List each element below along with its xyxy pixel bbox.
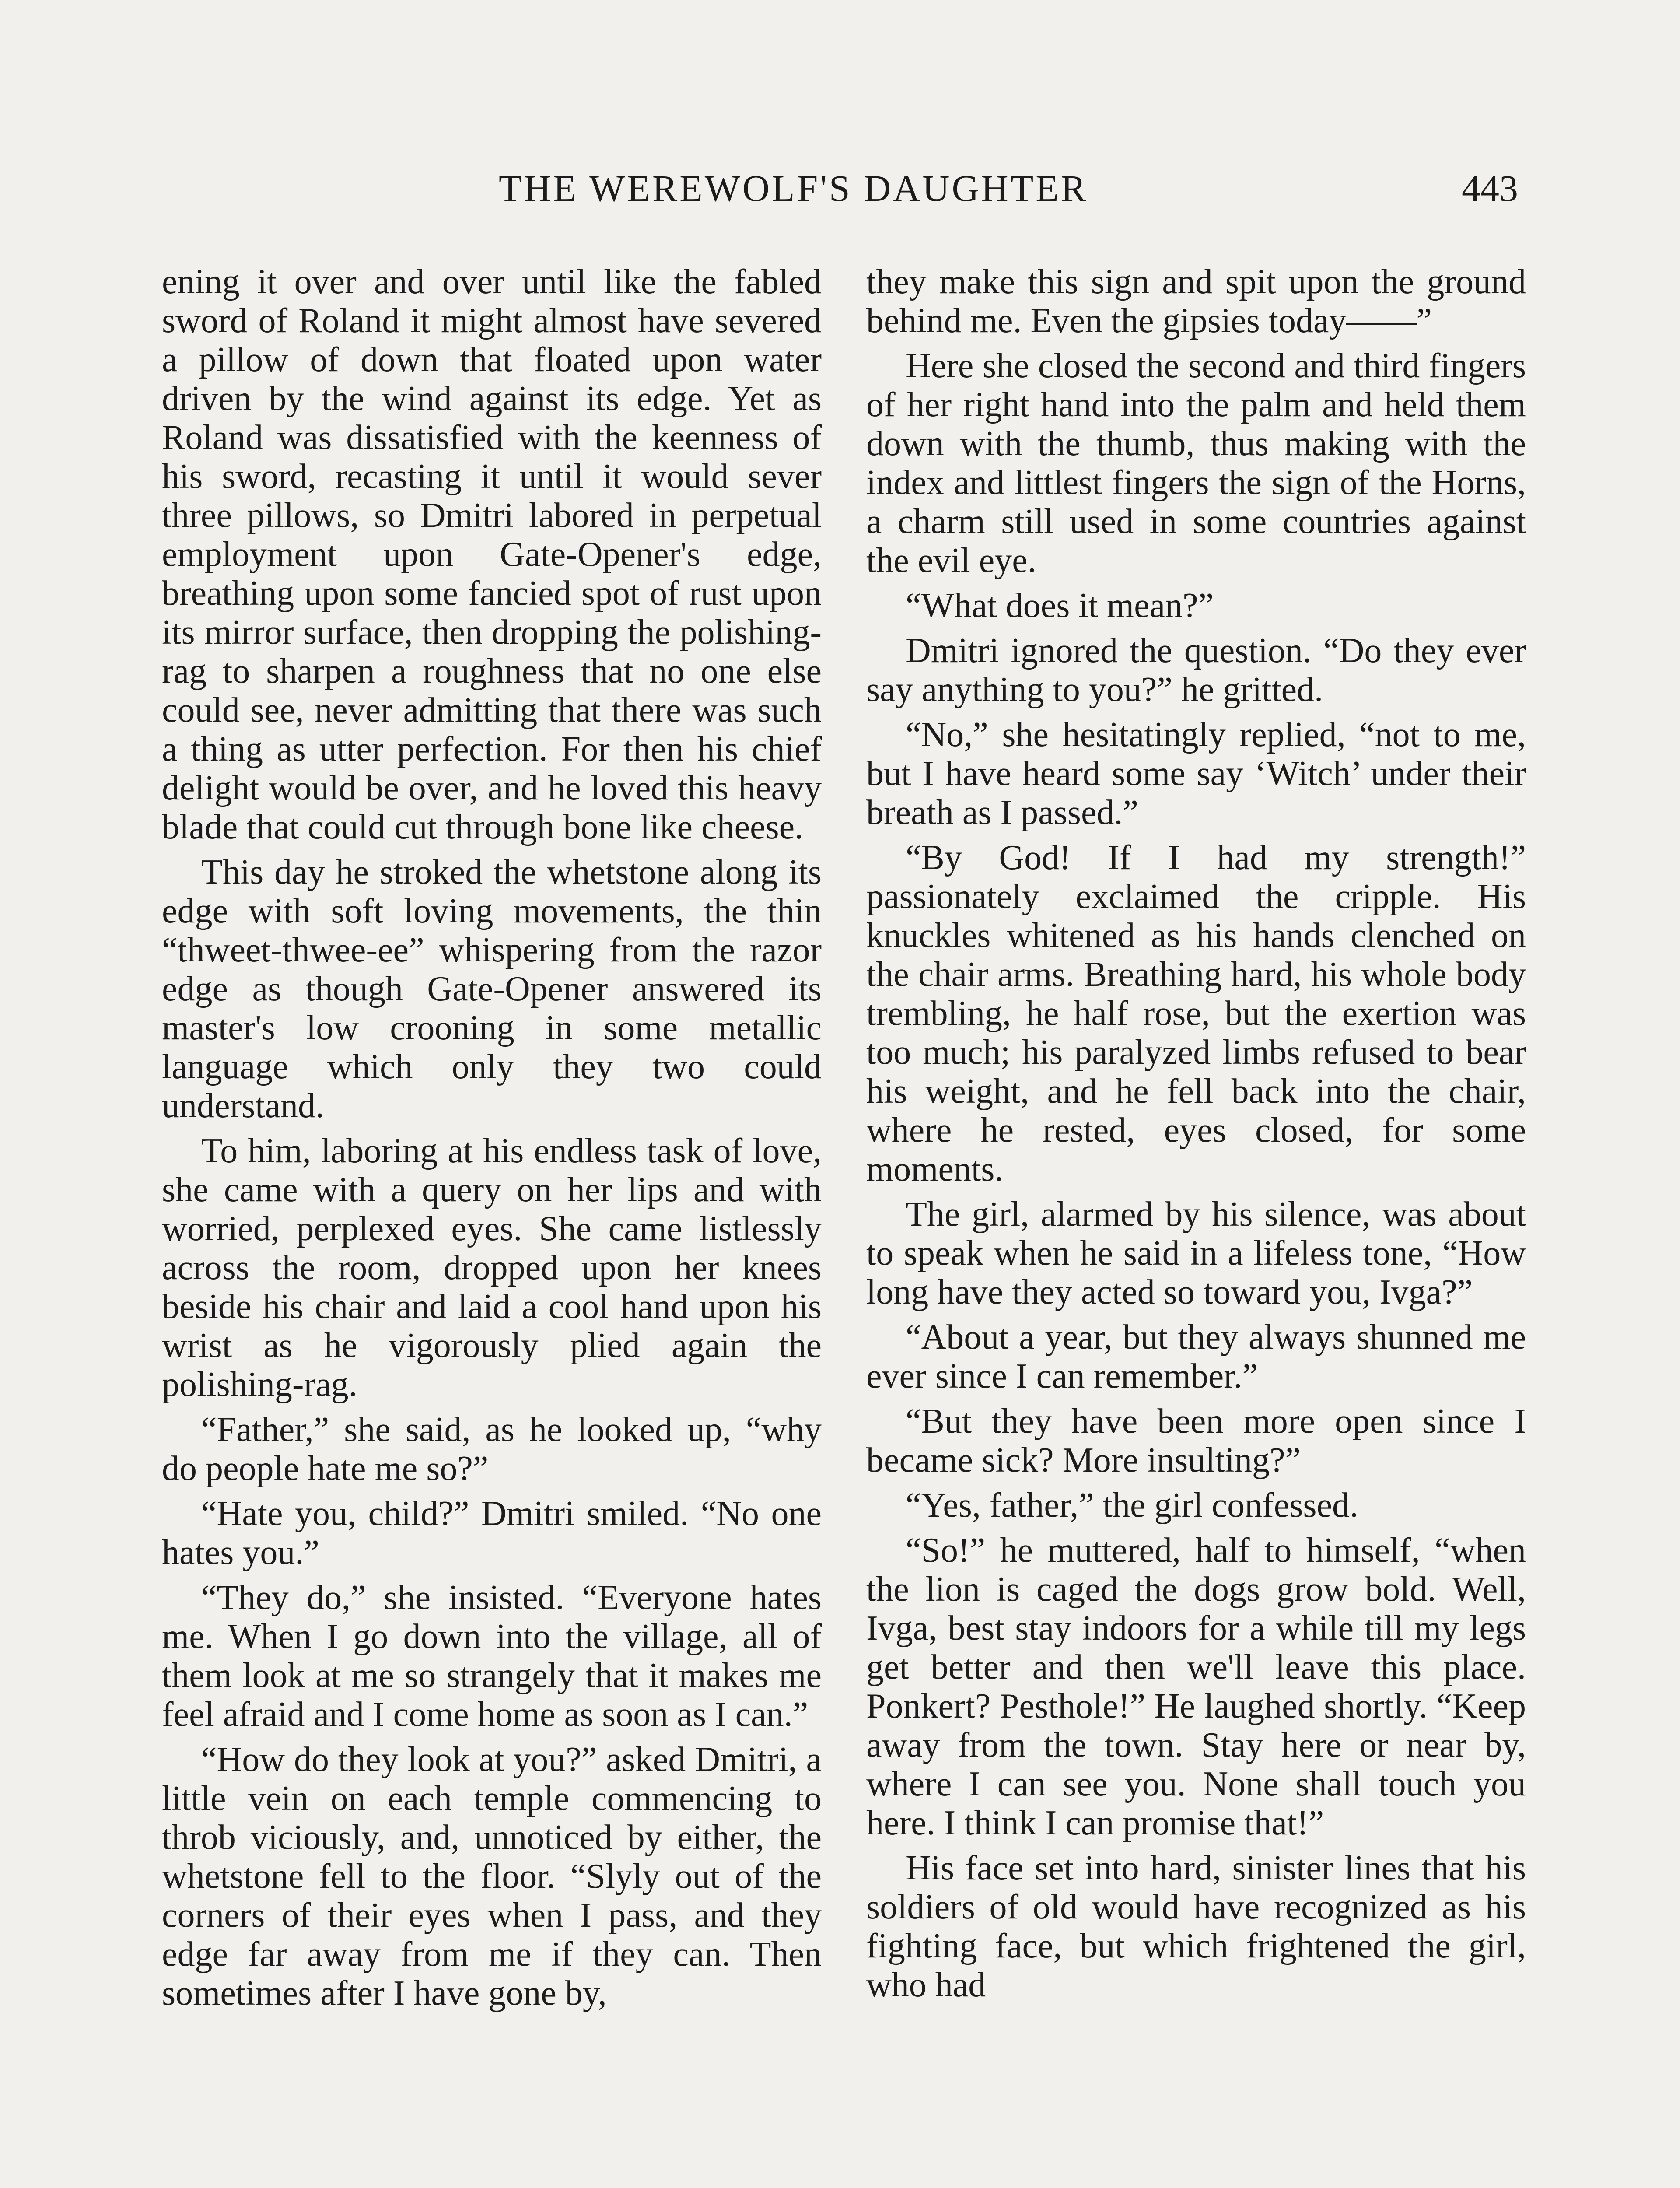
- paragraph: Dmitri ignored the question. “Do they ever say anything to you?” he gritted.: [866, 631, 1526, 709]
- paragraph: they make this sign and spit upon the ground behind me. Even the gipsies today——”: [866, 263, 1526, 340]
- paragraph: “About a year, but they always shunned me ever since I can remember.”: [866, 1318, 1526, 1396]
- paragraph: “Father,” she said, as he looked up, “why do people hate me so?”: [162, 1410, 822, 1488]
- paragraph: “No,” she hesitatingly replied, “not to me, but I have heard some say ‘Witch’ under their breath as I passed.”: [866, 715, 1526, 832]
- paragraph: His face set into hard, sinister lines that his soldiers of old would have recognized as his fighting face, but which frightened the girl, who had: [866, 1849, 1526, 2004]
- paragraph: “So!” he muttered, half to himself, “when the lion is caged the dogs grow bold. Well, Ivga, best stay indoors for a while till my legs get better and then we'll leave this place. Ponkert? Pesthole!” He laughed shortly. “Keep away from the town. Stay here or near by, where I can see you. None shall touch you here. I think I can promise that!”: [866, 1531, 1526, 1842]
- paragraph: “Yes, father,” the girl confessed.: [906, 1486, 1358, 1525]
- paragraph: “How do they look at you?” asked Dmitri, a little vein on each temple commencing to throb viciously, and, unnoticed by either, the whetstone fell to the floor. “Slyly out of the corners of their eyes when I pass, and they edge far away from me if they can. Then sometimes after I have gone by,: [162, 1740, 822, 2013]
- paragraph: “But they have been more open since I became sick? More insulting?”: [866, 1402, 1526, 1480]
- paragraph: To him, laboring at his endless task of love, she came with a query on her lips and with worried, perplexed eyes. She came listlessly across the room, dropped upon her knees beside his chair and laid a cool hand upon his wrist as he vigorously plied again the polishing-rag.: [162, 1132, 822, 1404]
- paragraph: “By God! If I had my strength!” passionately exclaimed the cripple. His knuckles whitened as his hands clenched on the chair arms. Breathing hard, his whole body trembling, he half rose, but the exertion was too much; his paralyzed limbs refused to bear his weight, and he fell back into the chair, where he rested, eyes closed, for some moments.: [866, 838, 1526, 1189]
- paragraph: “What does it mean?”: [906, 586, 1214, 625]
- right-column: [866, 263, 1526, 2011]
- running-title: THE WEREWOLF'S DAUGHTER: [499, 167, 1088, 209]
- paragraph: The girl, alarmed by his silence, was about to speak when he said in a lifeless tone, “How long have they acted so toward you, Ivga?”: [866, 1195, 1526, 1311]
- paragraph: “They do,” she insisted. “Everyone hates me. When I go down into the village, all of them look at me so strangely that it makes me feel afraid and I come home as soon as I can.”: [162, 1578, 822, 1734]
- left-column: [162, 263, 822, 2019]
- page-number: 443: [1462, 167, 1518, 209]
- paragraph: Here she closed the second and third fingers of her right hand into the palm and held them down with the thumb, thus making with the index and littlest fingers the sign of the Horns, a charm still used in some countries against the evil eye.: [866, 347, 1526, 580]
- paragraph: ening it over and over until like the fabled sword of Roland it might almost have severed a pillow of down that floated upon water driven by the wind against its edge. Yet as Roland was dissatisfied with the keenness of his sword, recasting it until it would sever three pillows, so Dmitri labored in perpetual employment upon Gate-Opener's edge, breathing upon some fancied spot of rust upon its mirror surface, then dropping the polishing-rag to sharpen a roughness that no one else could see, never admitting that there was such a thing as utter perfection. For then his chief delight would be over, and he loved this heavy blade that could cut through bone like cheese.: [162, 263, 822, 846]
- paragraph: This day he stroked the whetstone along its edge with soft loving movements, the thin “thweet-thwee-ee” whispering from the razor edge as though Gate-Opener answered its master's low crooning in some metallic language which only they two could understand.: [162, 853, 822, 1125]
- running-header: [158, 166, 1518, 214]
- paragraph: “Hate you, child?” Dmitri smiled. “No one hates you.”: [162, 1494, 822, 1572]
